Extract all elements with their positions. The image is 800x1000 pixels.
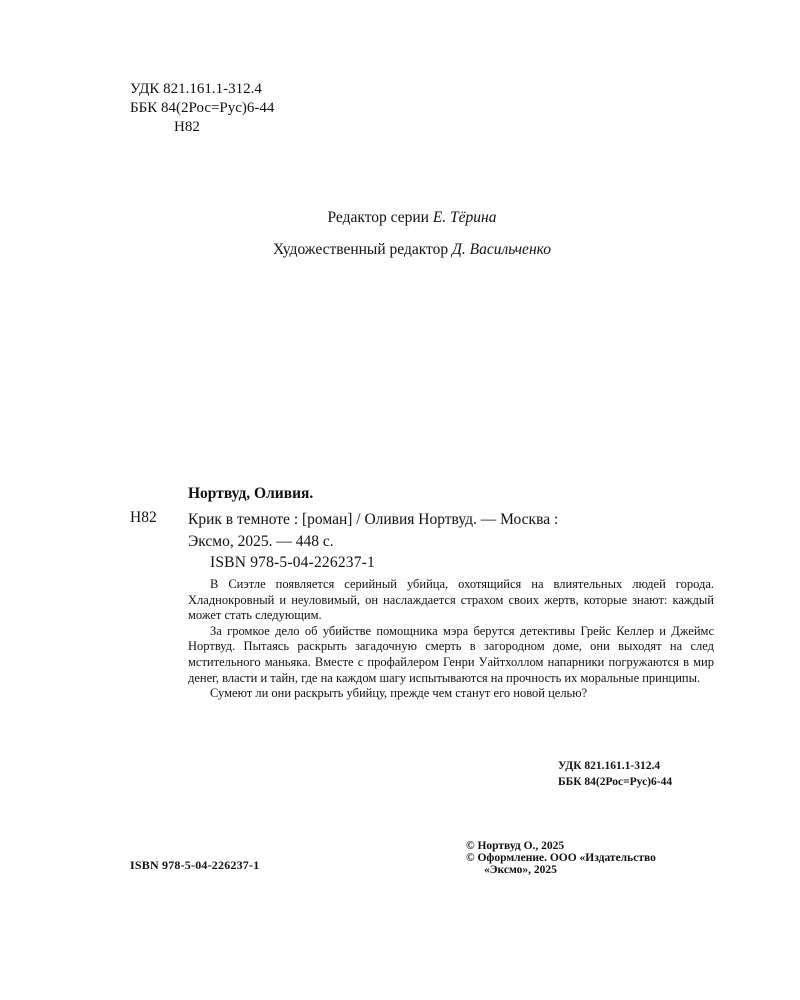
isbn-bottom: ISBN 978-5-04-226237-1 bbox=[130, 858, 260, 872]
copyright-design: © Оформление. ООО «Издательство bbox=[466, 852, 656, 864]
series-editor-name: Е. Тёрина bbox=[432, 209, 497, 226]
series-editor-line bbox=[0, 209, 800, 227]
udk-code: УДК 821.161.1-312.4 bbox=[130, 81, 262, 97]
entry-isbn: ISBN 978-5-04-226237-1 bbox=[210, 554, 375, 571]
bbk-code-small: ББК 84(2Рос=Рус)6-44 bbox=[558, 776, 673, 788]
classification-block bbox=[130, 80, 274, 137]
copyright-block bbox=[466, 840, 656, 876]
entry-author: Нортвуд, Оливия. bbox=[188, 485, 314, 502]
annotation-paragraph: В Сиэтле появляется серийный убийца, охотящийся на влиятельных людей города. Хладнокровный и неуловимый, он наслаждается страхом своих жертв, которые знают: каждый может стать следующим. bbox=[188, 577, 714, 623]
series-editor-label: Редактор серии bbox=[327, 209, 429, 226]
art-editor-line bbox=[0, 241, 800, 259]
art-editor-name: Д. Васильченко bbox=[451, 241, 552, 258]
entry-title-line: Крик в темноте : [роман] / Оливия Нортвуд. — Москва : bbox=[188, 511, 559, 528]
copyright-author: © Нортвуд О., 2025 bbox=[466, 840, 565, 852]
annotation-paragraph: Сумеют ли они раскрыть убийцу, прежде чем станут его новой целью? bbox=[210, 686, 588, 701]
classification-small bbox=[558, 758, 672, 790]
entry-title-block bbox=[188, 509, 716, 553]
copyright-publisher: «Эксмо», 2025 bbox=[484, 864, 557, 876]
author-sign: Н82 bbox=[174, 119, 200, 135]
bbk-code: ББК 84(2Рос=Рус)6-44 bbox=[130, 100, 275, 116]
annotation bbox=[188, 577, 714, 702]
annotation-paragraph: За громкое дело об убийстве помощника мэра берутся детективы Грейс Келлер и Джеймс Нортвуд. Пытаясь раскрыть загадочную смерть в загородном доме, они выходят на след мстительного маньяка. Вместе с профайлером Генри Уайтхоллом напарники погружаются в мир денег, власти и тайн, где на каждом шагу испытываются на прочность их моральные принципы. bbox=[188, 623, 714, 685]
entry-imprint-line: Эксмо, 2025. — 448 с. bbox=[188, 533, 334, 550]
entry-author-sign: Н82 bbox=[130, 509, 157, 526]
udk-code-small: УДК 821.161.1-312.4 bbox=[558, 760, 661, 772]
art-editor-label: Художественный редактор bbox=[272, 241, 449, 258]
